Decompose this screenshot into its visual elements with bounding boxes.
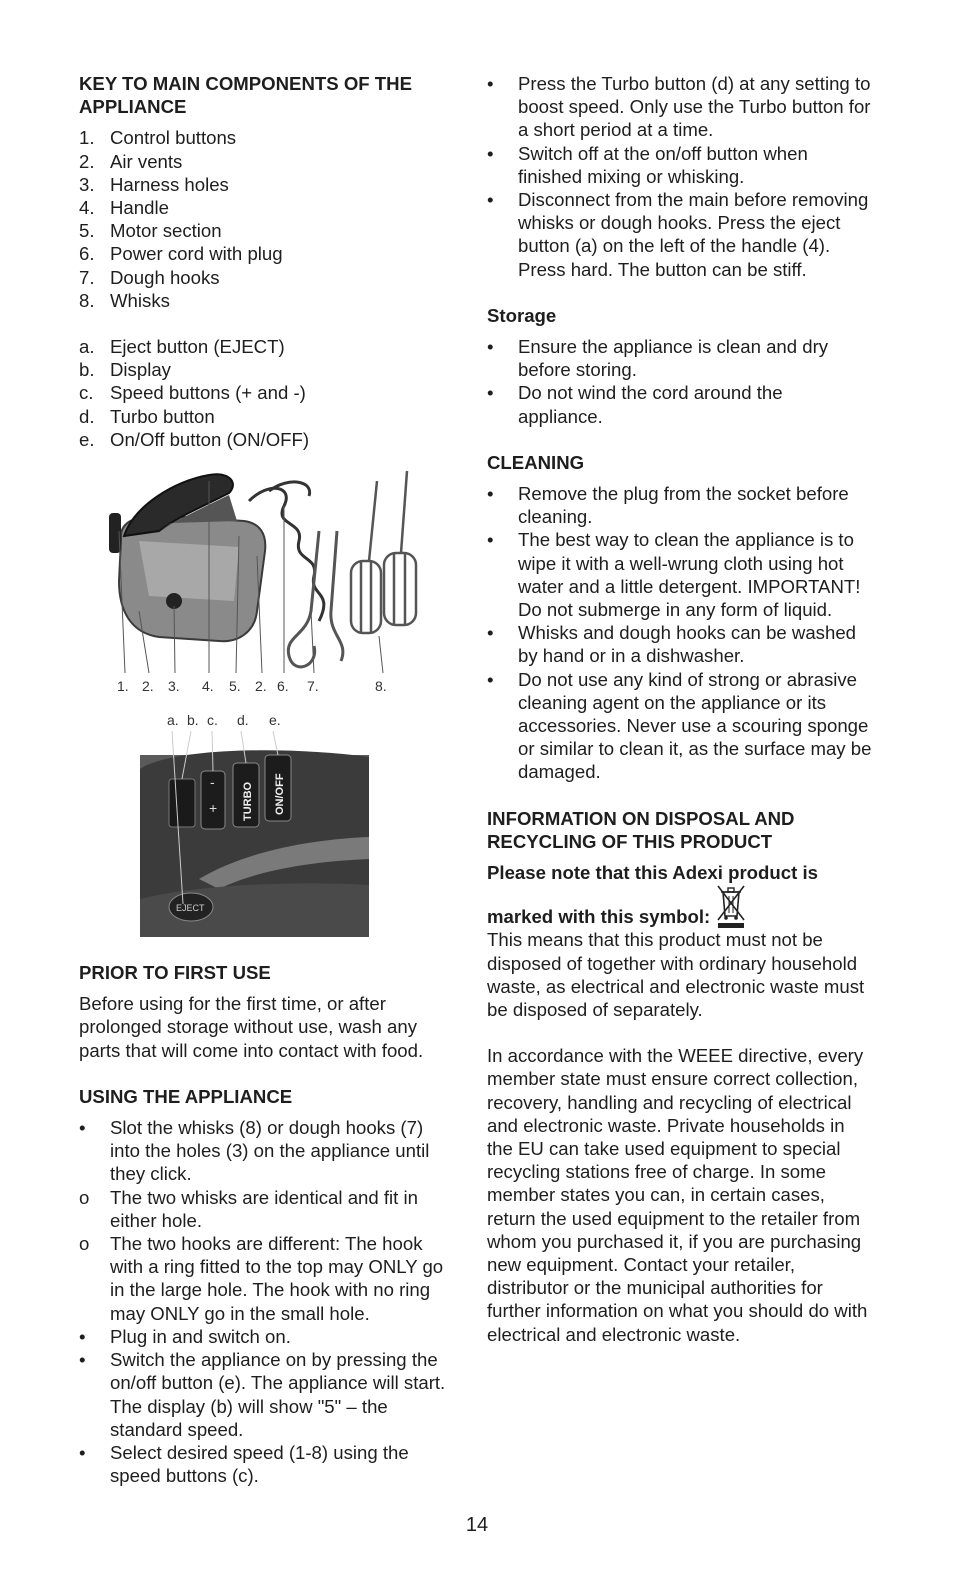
list-item — [487, 335, 872, 381]
list-marker: • — [487, 189, 494, 211]
list-item — [79, 428, 457, 451]
list-text: Dough hooks — [110, 266, 220, 288]
list-marker: • — [487, 529, 494, 551]
disposal-note-line2-row — [487, 884, 872, 928]
list-item — [487, 621, 872, 667]
list-text: Motor section — [110, 220, 222, 242]
list-text: Switch off at the on/off button when finished mixing or whisking. — [518, 142, 808, 187]
fig2-label: a. — [167, 712, 179, 729]
list-text: The best way to clean the appliance is to wipe it with a well-wrung cloth using hot water and a little detergent. IMPORTANT! Do not submerge in any form of liquid. — [518, 529, 861, 621]
list-item — [79, 173, 457, 196]
dough-hooks-drawing — [288, 531, 319, 667]
list-text: Power cord with plug — [110, 243, 283, 265]
list-marker: 1. — [79, 127, 95, 149]
fig1-label: 5. — [229, 678, 241, 695]
list-item — [487, 482, 872, 528]
list-marker: • — [79, 1325, 86, 1347]
list-item — [79, 196, 457, 219]
list-marker: • — [487, 622, 494, 644]
fig2-label: e. — [269, 712, 281, 729]
list-text: Ensure the appliance is clean and dry before storing. — [518, 336, 829, 381]
using-list-continued — [487, 72, 872, 281]
list-item — [79, 1325, 457, 1348]
list-text: Whisks — [110, 289, 170, 311]
list-item — [487, 72, 872, 142]
list-marker: o — [79, 1233, 90, 1255]
list-marker: 8. — [79, 289, 95, 311]
figure2-labels — [167, 712, 281, 728]
list-text: Press the Turbo button (d) at any setting to boost speed. Only use the Turbo button for a short period at a time. — [518, 73, 871, 141]
list-marker: • — [487, 73, 494, 94]
cleaning-list — [487, 482, 872, 784]
plus-symbol: + — [209, 800, 218, 817]
storage-title: Storage — [487, 304, 557, 326]
list-marker: 7. — [79, 266, 95, 288]
list-text: The two whisks are identical and fit in either hole. — [110, 1186, 418, 1231]
list-text: Switch the appliance on by pressing the on/off button (e). The appliance will start. The display (b) will show "5" – the standard speed. — [110, 1349, 446, 1440]
prior-text: Before using for the first time, or after prolonged storage without use, wash any parts that will come into contact with food. — [79, 993, 424, 1061]
onoff-text: ON/OFF — [274, 773, 286, 816]
list-text: Slot the whisks (8) or dough hooks (7) into the holes (3) on the appliance until they click. — [110, 1117, 430, 1185]
disposal-title: INFORMATION ON DISPOSAL AND RECYCLING OF THIS PRODUCT — [487, 807, 795, 852]
fig2-label: b. — [187, 712, 199, 729]
list-text: Handle — [110, 197, 169, 219]
list-text: Eject button (EJECT) — [110, 336, 285, 358]
list-item — [487, 188, 872, 281]
list-item — [79, 1186, 457, 1232]
list-marker: 5. — [79, 220, 95, 242]
components-list — [79, 126, 457, 312]
list-item — [79, 358, 457, 381]
list-text: Turbo button — [110, 405, 215, 427]
list-item — [79, 289, 457, 312]
list-marker: • — [79, 1349, 86, 1371]
fig1-label: 6. — [277, 678, 289, 695]
fig1-label: 4. — [202, 678, 214, 695]
fig1-label: 1. — [117, 678, 129, 695]
list-item — [79, 1441, 457, 1487]
key-title: KEY TO MAIN COMPONENTS OF THE APPLIANCE — [79, 73, 412, 118]
list-item — [79, 1348, 457, 1441]
using-list — [79, 1116, 457, 1487]
list-text: Air vents — [110, 150, 183, 172]
page-number: 14 — [465, 1514, 489, 1536]
list-marker: • — [487, 336, 494, 358]
fig1-label: 8. — [375, 678, 387, 695]
list-item — [79, 335, 457, 358]
list-text: On/Off button (ON/OFF) — [110, 428, 310, 450]
whisks-drawing — [351, 471, 416, 633]
list-item — [79, 150, 457, 173]
list-marker: 3. — [79, 173, 95, 195]
fig1-label: 2. — [142, 678, 154, 695]
eject-text: EJECT — [176, 903, 205, 914]
right-column — [487, 72, 872, 1346]
list-marker: • — [79, 1117, 86, 1139]
buttons-list — [79, 335, 457, 451]
list-text: Whisks and dough hooks can be washed by hand or in a dishwasher. — [518, 622, 857, 667]
list-item — [487, 528, 872, 621]
list-marker: c. — [79, 382, 94, 404]
list-marker: • — [487, 142, 494, 164]
fig2-label: d. — [237, 712, 249, 729]
list-item — [487, 381, 872, 427]
list-item — [79, 405, 457, 428]
list-item — [79, 381, 457, 404]
list-marker: 4. — [79, 197, 95, 219]
list-item — [79, 1116, 457, 1186]
storage-list — [487, 335, 872, 428]
display-window — [169, 779, 195, 827]
mixer-parts-figure — [79, 461, 457, 701]
list-item — [79, 1232, 457, 1325]
using-title: USING THE APPLIANCE — [79, 1085, 293, 1107]
list-text: Do not use any kind of strong or abrasive cleaning agent on the appliance or its accessories. Never use a scouring sponge or similar to clean it, as the surface may be damaged. — [518, 668, 872, 783]
list-text: Harness holes — [110, 173, 229, 195]
list-marker: d. — [79, 405, 95, 427]
list-marker: a. — [79, 336, 95, 358]
list-item — [487, 142, 872, 188]
list-text: Display — [110, 359, 171, 381]
list-text: Remove the plug from the socket before cleaning. — [518, 483, 849, 528]
disposal-note-line2: marked with this symbol: — [487, 906, 711, 928]
list-marker: • — [487, 483, 494, 505]
cleaning-title: CLEANING — [487, 451, 585, 473]
left-column — [79, 72, 457, 1487]
turbo-text: TURBO — [242, 781, 254, 822]
list-marker: • — [79, 1441, 86, 1463]
list-text: Disconnect from the main before removing whisks or dough hooks. Press the eject button (a) on the left of the handle (4). Press hard. The button can be stiff. — [518, 189, 869, 280]
list-text: Plug in and switch on. — [110, 1325, 291, 1347]
list-text: Select desired speed (1-8) using the speed buttons (c). — [110, 1441, 409, 1487]
list-text: The two hooks are different: The hook with a ring fitted to the top may ONLY go in the large hole. The hook with no ring may ONLY go in the small hole. — [110, 1233, 444, 1324]
list-marker: o — [79, 1186, 90, 1208]
prior-title: PRIOR TO FIRST USE — [79, 962, 271, 984]
disposal-text-1: This means that this product must not be disposed of together with ordinary household waste, as electrical and electronic waste must be disposed of separately. — [487, 929, 865, 1020]
list-marker: • — [487, 668, 494, 690]
list-marker: e. — [79, 428, 95, 450]
list-text: Control buttons — [110, 127, 237, 149]
fig1-label: 2. — [255, 678, 267, 695]
minus-symbol: - — [210, 774, 215, 791]
disposal-note-line1: Please note that this Adexi product is — [487, 862, 818, 884]
list-marker: • — [487, 382, 494, 404]
list-item — [79, 219, 457, 242]
list-item — [79, 242, 457, 265]
figure1-labels — [117, 678, 387, 694]
list-item — [79, 266, 457, 289]
fig2-label: c. — [207, 712, 218, 729]
fig1-label: 7. — [307, 678, 319, 695]
disposal-text-2: In accordance with the WEEE directive, every member state must ensure correct collection, recovery, handling and recycling of electrical and electronic waste. Private households in the EU can take used equipment to special recycling stations free of charge. In some member states you can, in certain cases, return the used equipment to the retailer from whom you purchased it, if you are purchasing new equipment. Contact your retailer, distributor or the municipal authorities for further information on what you should do with electrical and electronic waste. — [487, 1045, 868, 1345]
list-text: Do not wind the cord around the appliance. — [518, 382, 783, 427]
control-buttons-figure — [79, 709, 457, 939]
list-marker: 6. — [79, 243, 95, 265]
weee-crossed-bin-icon — [716, 884, 746, 928]
list-text: Speed buttons (+ and -) — [110, 382, 306, 404]
list-marker: b. — [79, 359, 95, 381]
fig1-label: 3. — [168, 678, 180, 695]
list-item — [79, 126, 457, 149]
list-marker: 2. — [79, 150, 95, 172]
list-item — [487, 668, 872, 784]
